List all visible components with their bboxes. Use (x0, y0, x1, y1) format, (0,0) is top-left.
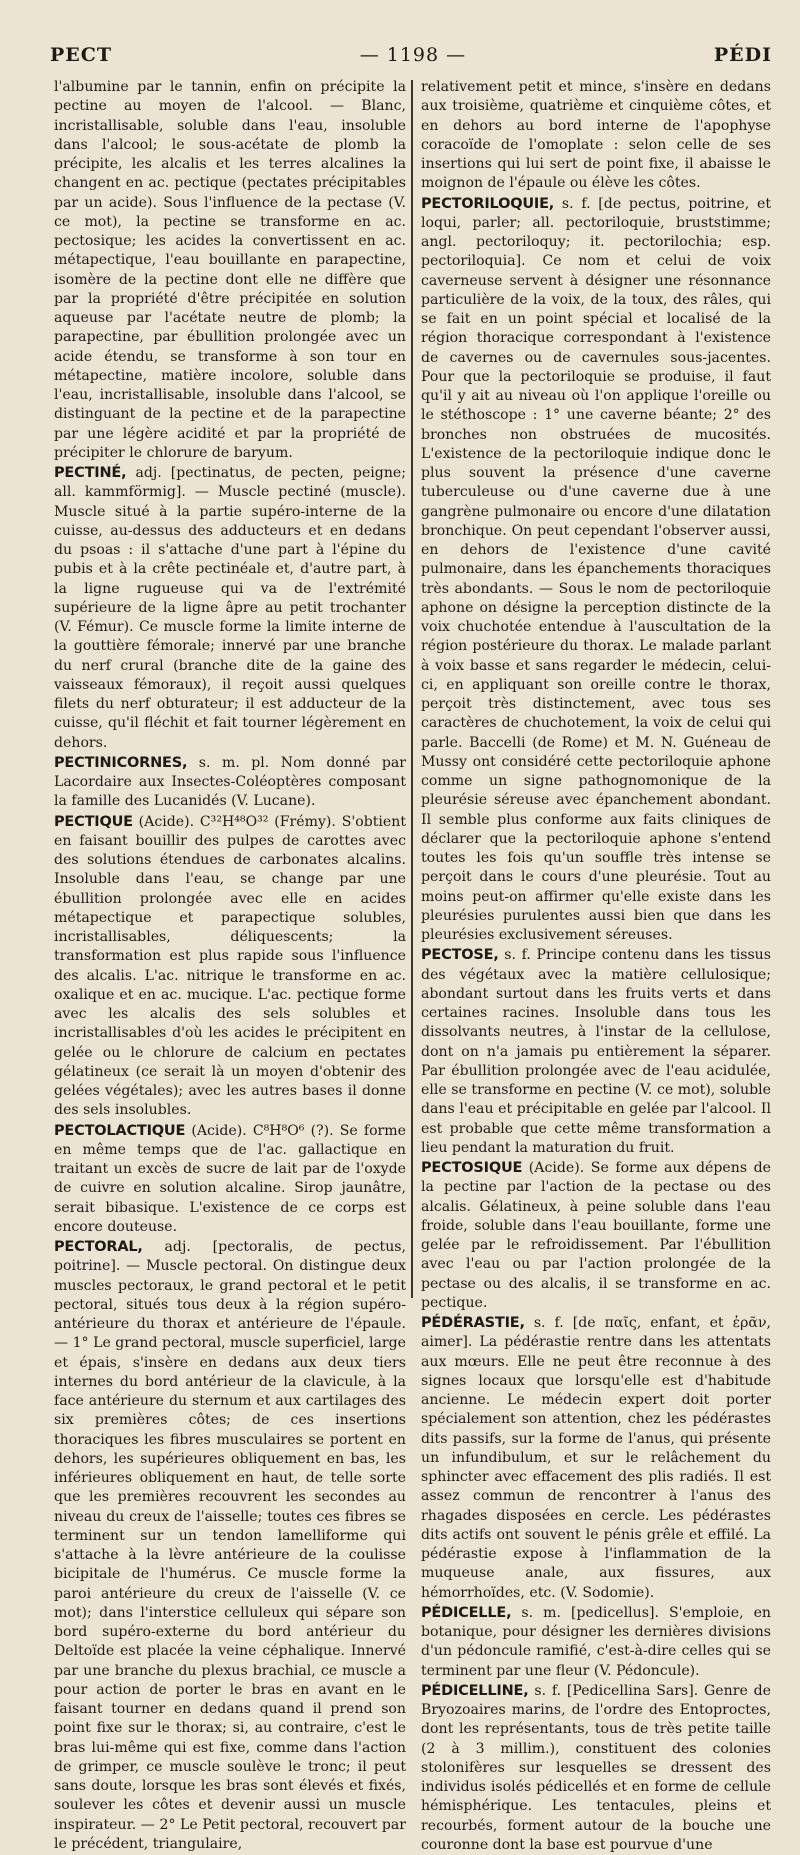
entry-body: (Acide). C³²H⁴⁸O³² (Frémy). S'obtient en faisant bouillir des pulpes de carottes avec des solutions étendues de carbonates alcalins. Insoluble dans l'eau, se change par une ébullition prolongée avec elle en acides métapectique et parapectique solubles, incristallisables, déliquescents; la transformation est plus rapide sous l'influence des alcalis. L'ac. nitrique le transforme en ac. oxalique et en ac. mucique. L'ac. pectique forme avec les alcalis des sels solubles et incristallisables d'où les acides le précipitent en gelée ou le chlorure de calcium en pectates gélatineux (ce serait là un moyen d'obtenir des gelées végétales); avec les autres bases il donne des sels insolubles. (54, 813, 406, 1119)
entry-pectine (54, 464, 406, 753)
entry-headword: PECTOSIQUE (421, 1160, 523, 1176)
entry-body: s. f. [de παῖς, enfant, et ἐρᾶν, aimer]. La pédérastie rentre dans les attentats aux mœurs. Elle ne peut être reconnue à des signes locaux que lorsqu'elle est d'habitude ancienne. Le médecin expert doit porter spécialement son attention, chez les pédérastes dits passifs, sur la forme de l'anus, qui présente un infundibulum, et sur le relâchement du sphincter avec effacement des plis radiés. Il est assez commun de rencontrer à l'anus des rhagades disposées en cercle. Les pédérastes dits actifs ont souvent le pénis grêle et effilé. La pédérastie expose à l'inflammation de la muqueuse anale, aux fissures, aux hémorrhoïdes, etc. (V. Sodomie). (421, 1315, 771, 1601)
entry-headword: PÉDICELLINE, (421, 1682, 529, 1699)
entry-pedicelle (421, 1604, 771, 1681)
entry-headword: PECTIQUE (54, 813, 133, 830)
entry-body: s. m. [pedicellus]. S'emploie, en botanique, pour désigner les dernières divisions d'un pédoncule ramifié, c'est-à-dire celles qui se terminent par une fleur (V. Pédoncule). (421, 1604, 771, 1679)
entry-body: relativement petit et mince, s'insère en dedans aux troisième, quatrième et cinquième côtes, et en dehors au bord interne de l'apophyse coracoïde de l'omoplate : selon celle de ses insertions qui lui sert de point fixe, il abaisse le moignon de l'épaule ou élève les côtes. (421, 79, 771, 192)
entry-pederastie (421, 1314, 771, 1603)
entry-body: s. f. Principe contenu dans les tissus des végétaux avec la matière cellulosique; abondant surtout dans les fruits verts et dans certaines racines. Insoluble dans tous les dissolvants neutres, à l'instar de la cellulose, dont on n'a jamais pu entièrement la séparer. Par ébullition prolongée avec de l'eau acidulée, elle se transforme en pectine (V. ce mot), soluble dans l'eau et précipitable en gelée par l'alcool. Il est probable que cette même transformation a lieu pendant la maturation du fruit. (421, 947, 771, 1156)
entry-pectose (421, 946, 771, 1158)
column-divider (411, 80, 413, 1298)
entry-body: (Acide). C⁸H⁸O⁶ (?). Se forme en même temps que de l'ac. gallactique en traitant un excès de sucre de lait par de l'oxyde de cuivre en solution alcaline. Sirop jaunâtre, serait bibasique. L'existence de ce corps est encore douteuse. (54, 1122, 406, 1235)
entry-headword: PÉDÉRASTIE, (421, 1315, 525, 1331)
entry-body: s. f. [de pectus, poitrine, et loqui, parler; all. pectoriloquie, bruststimme; angl. pectoriloquy; it. pectorilochia; esp. pectoriloquia]. Ce nom et celui de voix caverneuse servent à désigner une résonnance particulière de la voix, de la toux, des râles, qui se fait en un point spécial et localisé de la région thoracique correspondant à l'existence de cavernes ou de cavernules sous-jacentes. Pour que la pectoriloquie se produise, il faut qu'il y ait au niveau où l'on applique l'oreille ou le stéthoscope : 1° une caverne béante; 2° des bronches non obstruées de mucosités. L'existence de la pectoriloquie indique donc le plus souvent la présence d'une caverne tuberculeuse ou d'une caverne due à une gangrène pulmonaire ou encore d'une dilatation bronchique. On peut cependant l'observer aussi, en dehors de l'existence d'une cavité pulmonaire, dans les épanchements thoraciques très abondants. — Sous le nom de pectoriloquie aphone on désigne la perception distincte de la voix chuchotée entendue à l'auscultation de la région postérieure du thorax. Le malade parlant à voix basse et sans regarder le médecin, celui-ci, en appliquant son oreille contre le thorax, perçoit très distinctement, avec tous ses caractères de chuchotement, la voix de celui qui parle. Baccelli (de Rome) et M. N. Guéneau de Mussy ont considéré cette pectoriloquie aphone comme un signe pathognomonique de la pleurésie séreuse avec épanchement abondant. Il semble plus conforme aux faits cliniques de déclarer que la pectoriloquie aphone s'entend toutes les fois qu'un souffle très intense se perçoit dans le cours d'une pleurésie. Tout au moins peut-on affirmer qu'elle existe dans les pleurésies purulentes aussi bien que dans les pleurésies exclusivement séreuses. (421, 195, 771, 943)
entry-pectosique (421, 1159, 771, 1313)
entry-pectolactique (54, 1122, 406, 1238)
left-running-head: PECT (50, 44, 113, 66)
entry-headword: PECTINÉ, (54, 465, 127, 481)
entry-headword: PECTINICORNES, (54, 754, 188, 771)
entry-continuation (421, 78, 771, 194)
entry-pectoriloquie (421, 195, 771, 946)
entry-body: s. m. pl. Nom donné par Lacordaire aux Insectes-Coléoptères composant la famille des Lucanidés (V. Lucane). (54, 754, 406, 810)
entry-headword: PECTORILOQUIE, (421, 195, 555, 212)
entry-continuation (54, 78, 406, 463)
entry-headword: PECTORAL, (54, 1239, 143, 1255)
entry-pectinicornes (54, 754, 406, 812)
entry-pectique (54, 813, 406, 1121)
entry-pectoral (54, 1238, 406, 1854)
entry-headword: PECTOSE, (421, 947, 499, 964)
entry-body: adj. [pectoralis, de pectus, poitrine]. — Muscle pectoral. On distingue deux muscles pectoraux, le grand pectoral et le petit pectoral, situés tous deux à la région supéro-antérieure du thorax et antérieure de l'épaule. — 1° Le grand pectoral, muscle superficiel, large et épais, s'insère en dedans aux deux tiers internes du bord antérieur de la clavicule, à la face antérieure du sternum et aux cartilages des six premières côtes; de ces insertions thoraciques les fibres musculaires se portent en dehors, les supérieures obliquement en bas, les inférieures obliquement en haut, de telle sorte que les premières recouvrent les secondes au niveau du creux de l'aisselle; toutes ces fibres se terminent sur un tendon lamelliforme qui s'attache à la lèvre antérieure de la coulisse bicipitale de l'humérus. Ce muscle forme la paroi antérieure du creux de l'aisselle (V. ce mot); dans l'interstice celluleux qui sépare son bord supéro-externe du bord antérieur du Deltoïde est placée la veine céphalique. Innervé par une branche du plexus brachial, ce muscle a pour action de porter le bras en avant en le faisant tourner en dedans quand il prend son point fixe sur le thorax; si, au contraire, c'est le bras lui-même qui est fixe, comme dans l'action de grimper, ce muscle soulève le tronc; il peut sans doute, lorsque les bras sont élevés et fixés, soulever les côtes et devenir aussi un muscle inspirateur. — 2° Le Petit pectoral, recouvert par le précédent, triangulaire, (54, 1239, 406, 1852)
entry-pedicelline (421, 1682, 771, 1855)
entry-headword: PECTOLACTIQUE (54, 1122, 186, 1139)
page-number: — 1198 — (359, 44, 467, 66)
running-header (50, 40, 772, 70)
entry-body: l'albumine par le tannin, enfin on précipite la pectine au moyen de l'alcool. — Blanc, incristallisable, soluble dans l'eau, insoluble dans l'alcool; le sous-acétate de plomb la précipite, les alcalis et les terres alcalines la changent en ac. pectique (pectates précipitables par un acide). Sous l'influence de la pectase (V. ce mot), la pectine se transforme en ac. pectosique; les acides la convertissent en ac. métapectique, l'eau bouillante en parapectine, isomère de la pectine dont elle ne diffère que par la propriété d'être précipitée en solution aqueuse par l'acétate neutre de plomb; la parapectine, par ébullition prolongée avec un acide étendu, se transforme à son tour en métapectine, matière incolore, soluble dans l'eau, incristallisable, insoluble dans l'alcool, se distinguant de la pectine et de la parapectine par une légère acidité et par la propriété de précipiter le chlorure de baryum. (54, 79, 406, 461)
entry-headword: PÉDICELLE, (421, 1604, 512, 1621)
entry-body: (Acide). Se forme aux dépens de la pectine par l'action de la pectase ou des alcalis. Gélatineux, à peine soluble dans l'eau froide, soluble dans l'eau bouillante, forme une gelée par le refroidissement. Par l'ébullition avec l'eau ou par l'action prolongée de la pectase ou des alcalis, il se transforme en ac. pectique. (421, 1160, 771, 1311)
right-column (421, 78, 771, 1853)
right-running-head: PÉDI (713, 44, 772, 66)
entry-body: s. f. [Pedicellina Sars]. Genre de Bryozoaires marins, de l'ordre des Entoproctes, dont les représentants, tous de très petite taille (2 à 3 millim.), constituent des colonies stolonifères sur lesquelles se dressent des individus isolés pédicellés et en forme de cellule hémisphérique. Les tentacules, pleins et recourbés, forment autour de la bouche une couronne dont la base est pourvue d'une (421, 1682, 771, 1853)
left-column (54, 78, 406, 1852)
entry-body: adj. [pectinatus, de pecten, peigne; all. kammförmig]. — Muscle pectiné (muscle). Muscle situé à la partie supéro-interne de la cuisse, au-dessus des adducteurs et en dedans du psoas : il s'attache d'une part à l'épine du pubis et à la crête pectinéale et, d'autre part, à la ligne rugueuse qui va de l'extrémité supérieure de la ligne âpre au petit trochanter (V. Fémur). Ce muscle forme la limite interne de la gouttière fémorale; innervé par une branche du nerf crural (branche dite de la gaine des vaisseaux fémoraux), il reçoit aussi quelques filets du nerf obturateur; il est adducteur de la cuisse, qu'il fléchit et fait tourner légèrement en dehors. (54, 465, 406, 751)
